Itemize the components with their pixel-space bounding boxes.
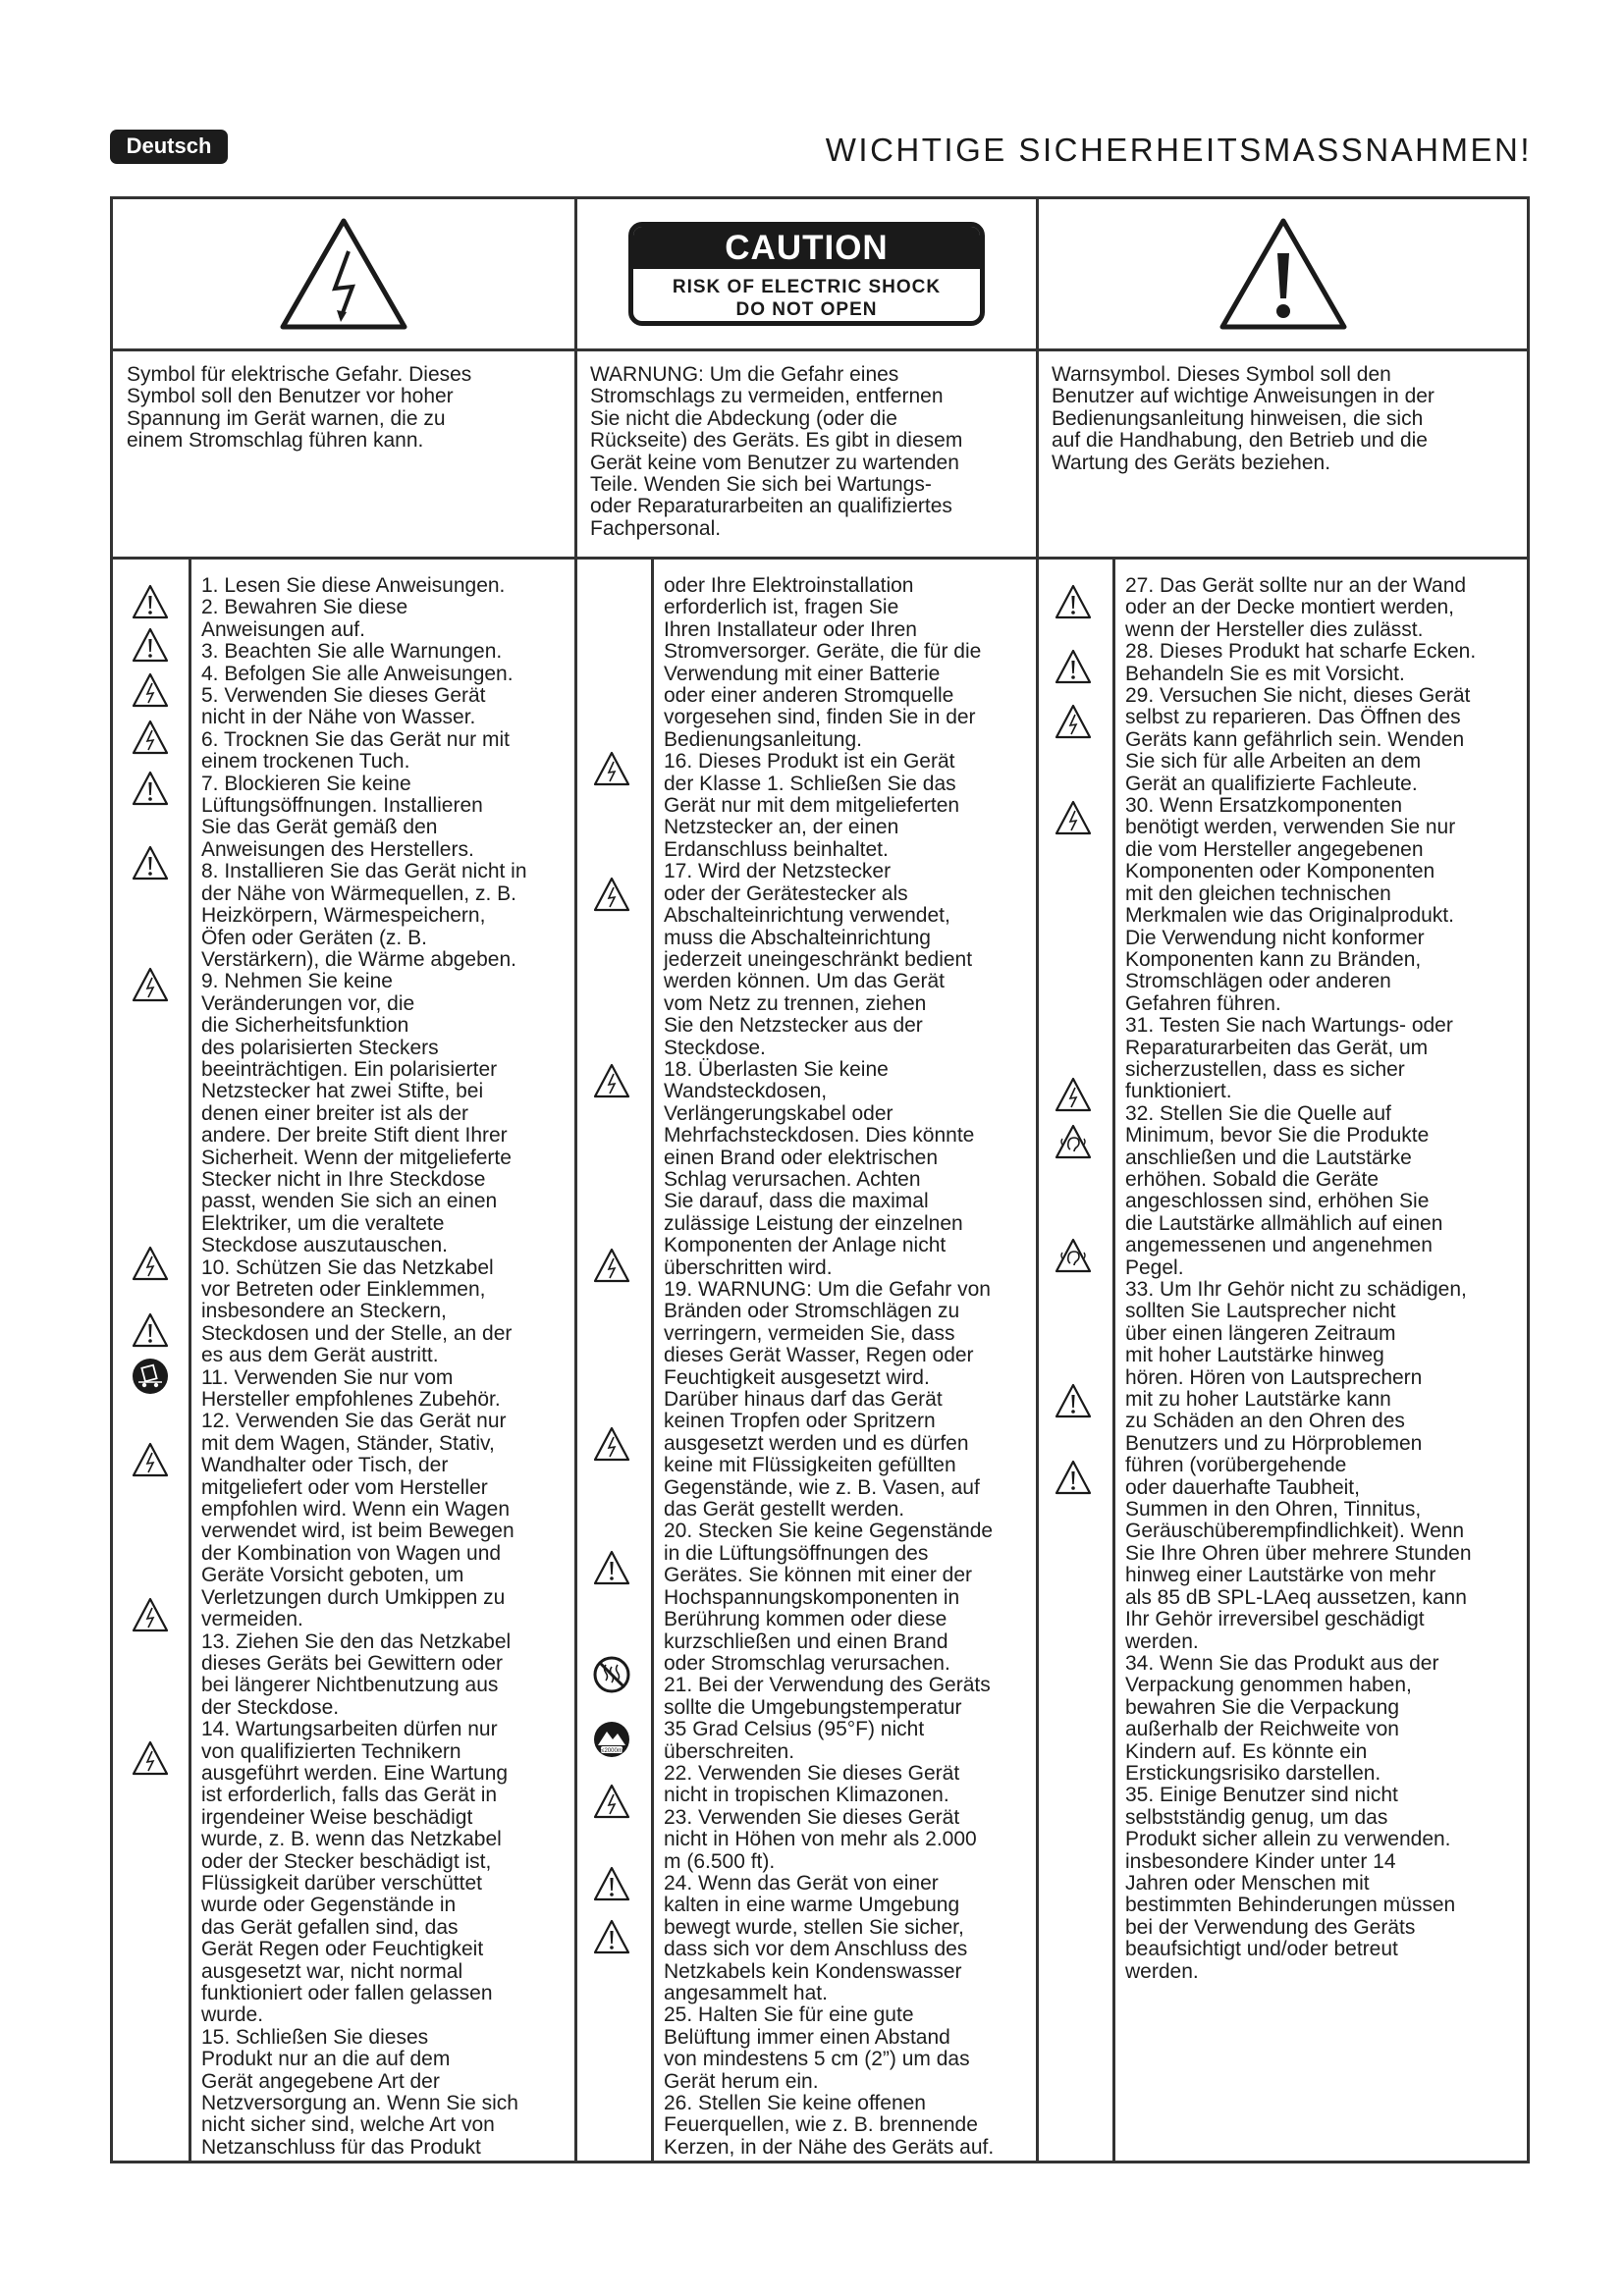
instruction-line: 35 Grad Celsius (95°F) nicht (664, 1718, 925, 1741)
exclamation-warning-icon (131, 770, 170, 809)
exclamation-warning-icon (1054, 1459, 1093, 1498)
lightning-warning-icon (1054, 1076, 1093, 1115)
instruction-line: Gerät angegebene Art der (201, 2069, 440, 2093)
instruction-line: vor Betreten oder Einklemmen, (201, 1278, 486, 1301)
lightning-warning-icon (131, 1441, 170, 1480)
instruction-line: 13. Ziehen Sie den das Netzkabel (201, 1629, 512, 1653)
hearing-damage-icon (1054, 1123, 1093, 1162)
instruction-line: wenn der Hersteller dies zulässt. (1125, 617, 1424, 641)
instruction-line: Verwendung mit einer Batterie (664, 662, 941, 685)
instruction-line: Komponenten der Anlage nicht (664, 1234, 947, 1257)
instruction-line: Reparaturarbeiten das Gerät, um (1125, 1036, 1429, 1059)
lightning-warning-icon (131, 966, 170, 1005)
lightning-warning-icon (131, 1245, 170, 1284)
instruction-line: nicht in tropischen Klimazonen. (664, 1784, 949, 1807)
instruction-line: beaufsichtigt und/oder betreut (1125, 1938, 1398, 1961)
instruction-line: oder an der Decke montiert werden, (1125, 596, 1455, 619)
exclamation-warning-icon (1054, 1459, 1093, 1498)
instruction-line: der Kombination von Wagen und (201, 1541, 502, 1565)
instruction-line: Sie das Gerät gemäß den (201, 816, 438, 839)
instruction-line: wurde oder Gegenstände in (201, 1894, 457, 1917)
instruction-line: bewahren Sie die Verpackung (1125, 1695, 1400, 1719)
instruction-line: Sie Ihre Ohren über mehrere Stunden (1125, 1541, 1472, 1565)
cart-tip-over-icon (131, 1357, 170, 1396)
instruction-line: verringern, vermeiden Sie, dass (664, 1321, 955, 1345)
lightning-warning-icon (131, 719, 170, 758)
instruction-line: Berührung kommen oder diese (664, 1608, 947, 1631)
lightning-warning-icon (131, 671, 170, 711)
instruction-line: Bedienungsanleitung. (664, 727, 863, 751)
instruction-line: Veränderungen vor, die (201, 991, 415, 1015)
exclamation-warning-icon (1054, 583, 1093, 622)
instruction-line: zu Schäden an den Ohren des (1125, 1410, 1405, 1433)
instruction-line: 3. Beachten Sie alle Warnungen. (201, 640, 503, 664)
instruction-line: werden. (1125, 1959, 1199, 1983)
lightning-warning-icon (592, 1783, 631, 1822)
instruction-line: 22. Verwenden Sie dieses Gerät (664, 1761, 960, 1785)
instruction-line: vom Netz zu trennen, ziehen (664, 991, 927, 1015)
instruction-line: Stromschlägen oder anderen (1125, 970, 1391, 993)
instruction-line: mit zu hoher Lautstärke kann (1125, 1388, 1391, 1412)
instruction-line: Erstickungsrisiko darstellen. (1125, 1761, 1381, 1785)
lightning-warning-icon (278, 216, 409, 332)
instruction-line: 20. Stecken Sie keine Gegenstände (664, 1520, 994, 1543)
instruction-line: Feuchtigkeit ausgesetzt wird. (664, 1365, 930, 1389)
exclamation-warning-icon (131, 1311, 170, 1351)
hearing-damage-icon (1054, 1237, 1093, 1276)
instruction-line: dass sich vor dem Anschluss des (664, 1938, 968, 1961)
instruction-line: Die Verwendung nicht konformer (1125, 926, 1425, 949)
instruction-line: Gerät herum ein. (664, 2069, 819, 2093)
caution-line-1: RISK OF ELECTRIC SHOCK (672, 277, 942, 297)
no-tropical-climate-icon (592, 1655, 631, 1694)
instruction-line: sicherzustellen, dass es sicher (1125, 1057, 1405, 1081)
instruction-line: 17. Wird der Netzstecker (664, 860, 892, 883)
instruction-line: oder Ihre Elektroinstallation (664, 574, 914, 597)
instruction-line: Anweisungen des Herstellers. (201, 837, 474, 861)
instruction-line: 14. Wartungsarbeiten dürfen nur (201, 1718, 498, 1741)
instruction-line: beeinträchtigen. Ein polarisierter (201, 1057, 498, 1081)
instruction-line: Komponenten oder Komponenten (1125, 860, 1435, 883)
instruction-line: die Lautstärke allmählich auf einen (1125, 1211, 1443, 1235)
instruction-line: 2. Bewahren Sie diese (201, 596, 408, 619)
instruction-line: insbesondere an Steckern, (201, 1300, 447, 1323)
instruction-line: mit den gleichen technischen (1125, 881, 1391, 905)
instruction-line: Abschalteinrichtung verwendet, (664, 904, 950, 928)
instruction-line: mitgeliefert oder vom Hersteller (201, 1475, 488, 1499)
exclamation-warning-icon (131, 770, 170, 809)
exclamation-warning-icon (1054, 583, 1093, 622)
instruction-line: ausgeführt werden. Eine Wartung (201, 1761, 509, 1785)
instruction-line: Komponenten kann zu Bränden, (1125, 947, 1422, 971)
instruction-line: werden. (1125, 1629, 1199, 1653)
instruction-line: andere. Der breite Stift dient Ihrer (201, 1124, 508, 1148)
instruction-line: Feuerquellen, wie z. B. brennende (664, 2113, 978, 2137)
instruction-line: in die Lüftungsöffnungen des (664, 1541, 929, 1565)
instruction-line: ist erforderlich, falls das Gerät in (201, 1784, 498, 1807)
instruction-line: wurde, z. B. wenn das Netzkabel (201, 1828, 502, 1851)
exclamation-warning-symbol-cell (1039, 199, 1527, 348)
instruction-line: Geräts kann gefährlich sein. Wenden (1125, 727, 1465, 751)
instruction-line: Anweisungen auf. (201, 617, 365, 641)
lightning-warning-icon (592, 1062, 631, 1101)
instruction-line: außerhalb der Reichweite von (1125, 1718, 1399, 1741)
instruction-line: wurde. (201, 2003, 264, 2027)
lightning-warning-icon (131, 1596, 170, 1635)
exclamation-warning-icon (131, 626, 170, 666)
exclamation-warning-icon (592, 1865, 631, 1904)
instruction-line: 33. Um Ihr Gehör nicht zu schädigen, (1125, 1278, 1467, 1301)
instruction-line: von qualifizierten Technikern (201, 1739, 461, 1763)
instruction-line: Geräte Vorsicht geboten, um (201, 1564, 464, 1587)
exclamation-warning-icon (131, 626, 170, 666)
instruction-line: Wandhalter oder Tisch, der (201, 1454, 449, 1477)
hearing-damage-icon (1054, 1123, 1093, 1162)
instruction-line: 35. Einige Benutzer sind nicht (1125, 1784, 1398, 1807)
instruction-line: sollte die Umgebungstemperatur (664, 1695, 962, 1719)
exclamation-warning-icon (131, 844, 170, 883)
instruction-line: Benutzers und zu Hörproblemen (1125, 1431, 1423, 1455)
altitude-2000m-icon (592, 1720, 631, 1759)
lightning-warning-icon (592, 1425, 631, 1465)
altitude-2000m-icon (592, 1720, 631, 1759)
instruction-line: Netzanschluss für das Produkt (201, 2135, 481, 2159)
instruction-line: überschritten wird. (664, 1255, 833, 1279)
instruction-line: Behandeln Sie es mit Vorsicht. (1125, 662, 1405, 685)
instruction-line: Sicherheit. Wenn der mitgelieferte (201, 1146, 512, 1169)
instruction-line: 21. Bei der Verwendung des Geräts (664, 1674, 991, 1697)
instruction-line: insbesondere Kinder unter 14 (1125, 1849, 1396, 1873)
language-badge: Deutsch (110, 130, 228, 164)
lightning-warning-icon (131, 1441, 170, 1480)
instruction-line: werden können. Um das Gerät (664, 970, 945, 993)
instruction-line: angeschlossen sind, erhöhen Sie (1125, 1190, 1430, 1213)
instruction-line: 5. Verwenden Sie dieses Gerät (201, 684, 486, 708)
lightning-warning-icon (1054, 703, 1093, 742)
instruction-line: 18. Überlasten Sie keine (664, 1057, 889, 1081)
instruction-line: 24. Wenn das Gerät von einer (664, 1871, 939, 1895)
instruction-line: der Nähe von Wärmequellen, z. B. (201, 881, 516, 905)
instruction-line: einem trockenen Tuch. (201, 750, 410, 774)
instruction-line: 7. Blockieren Sie keine (201, 772, 411, 795)
instruction-line: 1. Lesen Sie diese Anweisungen. (201, 574, 506, 597)
exclamation-warning-icon (1054, 648, 1093, 687)
instruction-line: das Gerät gestellt werden. (664, 1498, 905, 1522)
page-title: WICHTIGE SICHERHEITSMASSNAHMEN! (825, 132, 1532, 168)
instruction-line: 8. Installieren Sie das Gerät nicht in (201, 860, 527, 883)
instruction-line: von mindestens 5 cm (2”) um das (664, 2048, 970, 2071)
instruction-line: der Klasse 1. Schließen Sie das (664, 772, 956, 795)
instruction-line: 9. Nehmen Sie keine (201, 970, 393, 993)
instruction-line: die vom Hersteller angegebenen (1125, 837, 1424, 861)
instruction-line: es aus dem Gerät austritt. (201, 1344, 439, 1367)
instruction-line: 31. Testen Sie nach Wartungs- oder (1125, 1014, 1453, 1038)
instruction-line: Heizkörpern, Wärmespeichern, (201, 904, 486, 928)
exclamation-warning-icon (592, 1549, 631, 1588)
instruction-line: Netzkabels kein Kondenswasser (664, 1959, 962, 1983)
lightning-warning-icon (592, 1062, 631, 1101)
instruction-line: 34. Wenn Sie das Produkt aus der (1125, 1651, 1439, 1675)
cart-tip-over-icon (131, 1357, 170, 1396)
instruction-line: Steckdose. (664, 1036, 766, 1059)
instruction-line: Gefahren führen. (1125, 991, 1281, 1015)
instruction-line: Produkt sicher allein zu verwenden. (1125, 1828, 1451, 1851)
instruction-line: einen Brand oder elektrischen (664, 1146, 939, 1169)
instruction-line: Kerzen, in der Nähe des Geräts auf. (664, 2135, 995, 2159)
instruction-line: Gerätes. Sie können mit einer der (664, 1564, 972, 1587)
lightning-warning-icon (131, 1245, 170, 1284)
instruction-line: Elektriker, um die veraltete (201, 1211, 445, 1235)
instruction-line: kalten in eine warme Umgebung (664, 1894, 960, 1917)
instruction-line: über einen längeren Zeitraum (1125, 1321, 1396, 1345)
instruction-line: Sie darauf, dass die maximal (664, 1190, 929, 1213)
caution-label-cell (577, 199, 1036, 348)
instruction-line: nicht in der Nähe von Wasser. (201, 706, 476, 729)
instruction-line: 16. Dieses Produkt ist ein Gerät (664, 750, 955, 774)
instruction-line: Ihr Gehör irreversibel geschädigt (1125, 1608, 1425, 1631)
instruction-line: 28. Dieses Produkt hat scharfe Ecken. (1125, 640, 1477, 664)
instructions-column-2 (664, 575, 994, 2159)
lightning-warning-icon (131, 1739, 170, 1779)
instruction-line: verwendet wird, ist beim Bewegen (201, 1520, 514, 1543)
instruction-line: führen (vorübergehende (1125, 1454, 1347, 1477)
instruction-line: ausgesetzt werden und es dürfen (664, 1431, 969, 1455)
instruction-line: Erdanschluss beinhaltet. (664, 837, 889, 861)
no-tropical-climate-icon (592, 1655, 631, 1694)
lightning-warning-icon (131, 1596, 170, 1635)
instruction-line: das Gerät gefallen sind, das (201, 1915, 459, 1939)
instruction-line: passt, wenden Sie sich an einen (201, 1190, 498, 1213)
instruction-line: mit dem Wagen, Ständer, Stativ, (201, 1431, 495, 1455)
instruction-line: Minimum, bevor Sie die Produkte (1125, 1124, 1430, 1148)
instruction-line: empfohlen wird. Wenn ein Wagen (201, 1498, 511, 1522)
lightning-warning-icon (592, 750, 631, 789)
instruction-line: Mehrfachsteckdosen. Dies könnte (664, 1124, 975, 1148)
instruction-line: als 85 dB SPL-LAeq aussetzen, kann (1125, 1585, 1467, 1609)
instruction-line: 6. Trocknen Sie das Gerät nur mit (201, 727, 510, 751)
instruction-line: Ihren Installateur oder Ihren (664, 617, 917, 641)
svg-text:≤2000m: ≤2000m (601, 1748, 623, 1754)
exclamation-warning-icon (592, 1918, 631, 1957)
instruction-line: vorgesehen sind, finden Sie in der (664, 706, 976, 729)
instruction-line: 27. Das Gerät sollte nur an der Wand (1125, 574, 1467, 597)
caution-label (628, 222, 985, 326)
instruction-line: Netzstecker an, der einen (664, 816, 899, 839)
instruction-line: ausgesetzt war, nicht normal (201, 1959, 463, 1983)
instruction-line: Flüssigkeit darüber verschüttet (201, 1871, 482, 1895)
instruction-line: Gerät nur mit dem mitgelieferten (664, 794, 960, 818)
instruction-line: erforderlich ist, fragen Sie (664, 596, 899, 619)
instruction-line: vermeiden. (201, 1608, 303, 1631)
instruction-line: 32. Stellen Sie die Quelle auf (1125, 1101, 1391, 1125)
instruction-line: 15. Schließen Sie dieses (201, 2025, 429, 2049)
lightning-warning-symbol-cell (113, 199, 574, 348)
instruction-line: jederzeit uneingeschränkt bedient (664, 947, 973, 971)
instruction-line: Stromversorger. Geräte, die für die (664, 640, 982, 664)
instruction-line: benötigt werden, verwenden Sie nur (1125, 816, 1456, 839)
instruction-line: Summen in den Ohren, Tinnitus, (1125, 1498, 1422, 1522)
instruction-line: Produkt nur an die auf dem (201, 2048, 451, 2071)
instruction-line: bei längerer Nichtbenutzung aus (201, 1674, 499, 1697)
exclamation-warning-icon (1218, 216, 1349, 332)
instruction-line: bewegt wurde, stellen Sie sicher, (664, 1915, 964, 1939)
instruction-line: Verstärkern), die Wärme abgeben. (201, 947, 516, 971)
exclamation-warning-icon (131, 583, 170, 622)
exclamation-warning-icon (1054, 648, 1093, 687)
instruction-line: Jahren oder Menschen mit (1125, 1871, 1370, 1895)
instruction-line: der Steckdose. (201, 1695, 340, 1719)
lightning-warning-icon (592, 876, 631, 915)
instruction-line: Darüber hinaus darf das Gerät (664, 1388, 943, 1412)
instruction-line: oder der Stecker beschädigt ist, (201, 1849, 492, 1873)
instruction-line: Netzversorgung an. Wenn Sie sich (201, 2092, 518, 2115)
instruction-line: 29. Versuchen Sie nicht, dieses Gerät (1125, 684, 1471, 708)
instruction-line: Gegenstände, wie z. B. Vasen, auf (664, 1475, 980, 1499)
exclamation-warning-icon (131, 583, 170, 622)
instruction-line: 10. Schützen Sie das Netzkabel (201, 1255, 494, 1279)
instruction-line: 30. Wenn Ersatzkomponenten (1125, 794, 1403, 818)
instruction-line: Stecker nicht in Ihre Steckdose (201, 1167, 486, 1191)
instruction-line: mit hoher Lautstärke hinweg (1125, 1344, 1384, 1367)
lightning-warning-icon (1054, 1076, 1093, 1115)
instruction-line: angemessenen und angenehmen (1125, 1234, 1433, 1257)
instruction-line: Merkmalen wie das Originalprodukt. (1125, 904, 1454, 928)
caution-description: WARNUNG: Um die Gefahr eines Stromschlags zu vermeiden, entfernen Sie nicht die Abdeckung (oder die Rückseite) des Geräts. Es gibt in diesem Gerät keine vom Benutzer zu wartenden Teile. Wenden Sie sich bei Wartungs- oder Reparaturarbeiten an qualifiziertes Fachpersonal. (590, 363, 963, 540)
instruction-line: 12. Verwenden Sie das Gerät nur (201, 1410, 507, 1433)
instruction-line: Hersteller empfohlenes Zubehör. (201, 1388, 501, 1412)
instruction-line: funktioniert oder fallen gelassen (201, 1982, 493, 2004)
caution-title: CAUTION (633, 227, 980, 269)
instruction-line: keinen Tropfen oder Spritzern (664, 1410, 936, 1433)
exclamation-warning-icon (131, 1311, 170, 1351)
instruction-line: irgendeiner Weise beschädigt (201, 1805, 473, 1829)
instruction-line: Verlängerungskabel oder (664, 1101, 893, 1125)
lightning-warning-icon (131, 1739, 170, 1779)
instruction-line: erhöhen. Sobald die Geräte (1125, 1167, 1380, 1191)
instruction-line: dieses Gerät Wasser, Regen oder (664, 1344, 974, 1367)
instruction-line: kurzschließen und einen Brand (664, 1629, 948, 1653)
instruction-line: Hochspannungskomponenten in (664, 1585, 960, 1609)
lightning-warning-icon (1054, 703, 1093, 742)
instruction-line: 23. Verwenden Sie dieses Gerät (664, 1805, 960, 1829)
exclamation-warning-icon (1054, 1382, 1093, 1421)
lightning-warning-icon (592, 1247, 631, 1286)
lightning-warning-icon (592, 1783, 631, 1822)
lightning-warning-icon (592, 1247, 631, 1286)
instruction-line: selbstständig genug, um das (1125, 1805, 1388, 1829)
instruction-line: die Sicherheitsfunktion (201, 1014, 409, 1038)
instruction-line: funktioniert. (1125, 1080, 1232, 1103)
instruction-line: keine mit Flüssigkeiten gefüllten (664, 1454, 956, 1477)
instruction-line: Gerät Regen oder Feuchtigkeit (201, 1938, 484, 1961)
instruction-line: denen einer breiter ist als der (201, 1101, 468, 1125)
instruction-line: oder dauerhafte Taubheit, (1125, 1475, 1360, 1499)
lightning-warning-icon (592, 750, 631, 789)
exclamation-symbol-description: Warnsymbol. Dieses Symbol soll den Benutzer auf wichtige Anweisungen in der Bedienungsanleitung hinweisen, die sich auf die Handhabung, den Betrieb und die Wartung des Geräts beziehen. (1052, 363, 1435, 474)
exclamation-warning-icon (592, 1549, 631, 1588)
instruction-line: Verpackung genommen haben, (1125, 1674, 1412, 1697)
instruction-line: Sie den Netzstecker aus der (664, 1014, 923, 1038)
hearing-damage-icon (1054, 1237, 1093, 1276)
exclamation-warning-icon (592, 1865, 631, 1904)
lightning-warning-icon (592, 876, 631, 915)
instruction-line: oder einer anderen Stromquelle (664, 684, 954, 708)
instruction-line: selbst zu reparieren. Das Öffnen des (1125, 706, 1461, 729)
instruction-line: angesammelt hat. (664, 1982, 828, 2004)
instruction-line: Verletzungen durch Umkippen zu (201, 1585, 506, 1609)
caution-line-2: DO NOT OPEN (735, 299, 878, 320)
instruction-line: oder Stromschlag verursachen. (664, 1651, 950, 1675)
instruction-line: muss die Abschalteinrichtung (664, 926, 931, 949)
instruction-line: Gerät an qualifizierte Fachleute. (1125, 772, 1418, 795)
instruction-line: Netzstecker hat zwei Stifte, bei (201, 1080, 484, 1103)
instruction-line: zulässige Leistung der einzelnen (664, 1211, 963, 1235)
safety-instructions-table (110, 560, 1530, 2163)
instruction-line: hinweg einer Lautstärke von mehr (1125, 1564, 1436, 1587)
instruction-line: hören. Hören von Lautsprechern (1125, 1365, 1423, 1389)
lightning-warning-icon (1054, 799, 1093, 838)
lightning-warning-icon (131, 966, 170, 1005)
instruction-line: anschließen und die Lautstärke (1125, 1146, 1412, 1169)
instruction-line: nicht sicher sind, welche Art von (201, 2113, 495, 2137)
instruction-line: Belüftung immer einen Abstand (664, 2025, 950, 2049)
instruction-line: Sie sich für alle Arbeiten an dem (1125, 750, 1422, 774)
instruction-line: Pegel. (1125, 1255, 1184, 1279)
instruction-line: nicht in Höhen von mehr als 2.000 (664, 1828, 977, 1851)
instruction-line: 25. Halten Sie für eine gute (664, 2003, 914, 2027)
instruction-line: 11. Verwenden Sie nur vom (201, 1365, 454, 1389)
lightning-warning-icon (1054, 799, 1093, 838)
exclamation-warning-icon (1054, 1382, 1093, 1421)
instruction-line: Bränden oder Stromschlägen zu (664, 1300, 960, 1323)
instruction-line: Wandsteckdosen, (664, 1080, 828, 1103)
exclamation-warning-icon (592, 1918, 631, 1957)
instruction-line: Öfen oder Geräten (z. B. (201, 926, 427, 949)
lightning-warning-icon (592, 1425, 631, 1465)
instruction-line: Schlag verursachen. Achten (664, 1167, 921, 1191)
instructions-column-3 (1125, 575, 1476, 1983)
instructions-column-1 (201, 575, 527, 2159)
exclamation-warning-icon (131, 844, 170, 883)
instruction-line: Steckdosen und der Stelle, an der (201, 1321, 513, 1345)
instruction-line: des polarisierten Steckers (201, 1036, 439, 1059)
instruction-line: m (6.500 ft). (664, 1849, 776, 1873)
instruction-line: Kindern auf. Es könnte ein (1125, 1739, 1368, 1763)
instruction-line: 26. Stellen Sie keine offenen (664, 2092, 926, 2115)
instruction-line: bestimmten Behinderungen müssen (1125, 1894, 1456, 1917)
instruction-line: Geräuschüberempfindlichkeit). Wenn (1125, 1520, 1465, 1543)
instruction-line: dieses Geräts bei Gewittern oder (201, 1651, 503, 1675)
instruction-line: sollten Sie Lautsprecher nicht (1125, 1300, 1396, 1323)
lightning-warning-icon (131, 719, 170, 758)
instruction-line: Lüftungsöffnungen. Installieren (201, 794, 483, 818)
instruction-line: 4. Befolgen Sie alle Anweisungen. (201, 662, 514, 685)
instruction-line: 19. WARNUNG: Um die Gefahr von (664, 1278, 991, 1301)
instruction-line: bei der Verwendung des Geräts (1125, 1915, 1416, 1939)
instruction-line: oder der Gerätestecker als (664, 881, 908, 905)
instruction-line: überschreiten. (664, 1739, 795, 1763)
lightning-symbol-description: Symbol für elektrische Gefahr. Dieses Symbol soll den Benutzer vor hoher Spannung im Gerät warnen, die zu einem Stromschlag führen kann. (127, 363, 472, 453)
lightning-warning-icon (131, 671, 170, 711)
instruction-line: Steckdose auszutauschen. (201, 1234, 448, 1257)
symbol-explanation-table (110, 196, 1530, 560)
